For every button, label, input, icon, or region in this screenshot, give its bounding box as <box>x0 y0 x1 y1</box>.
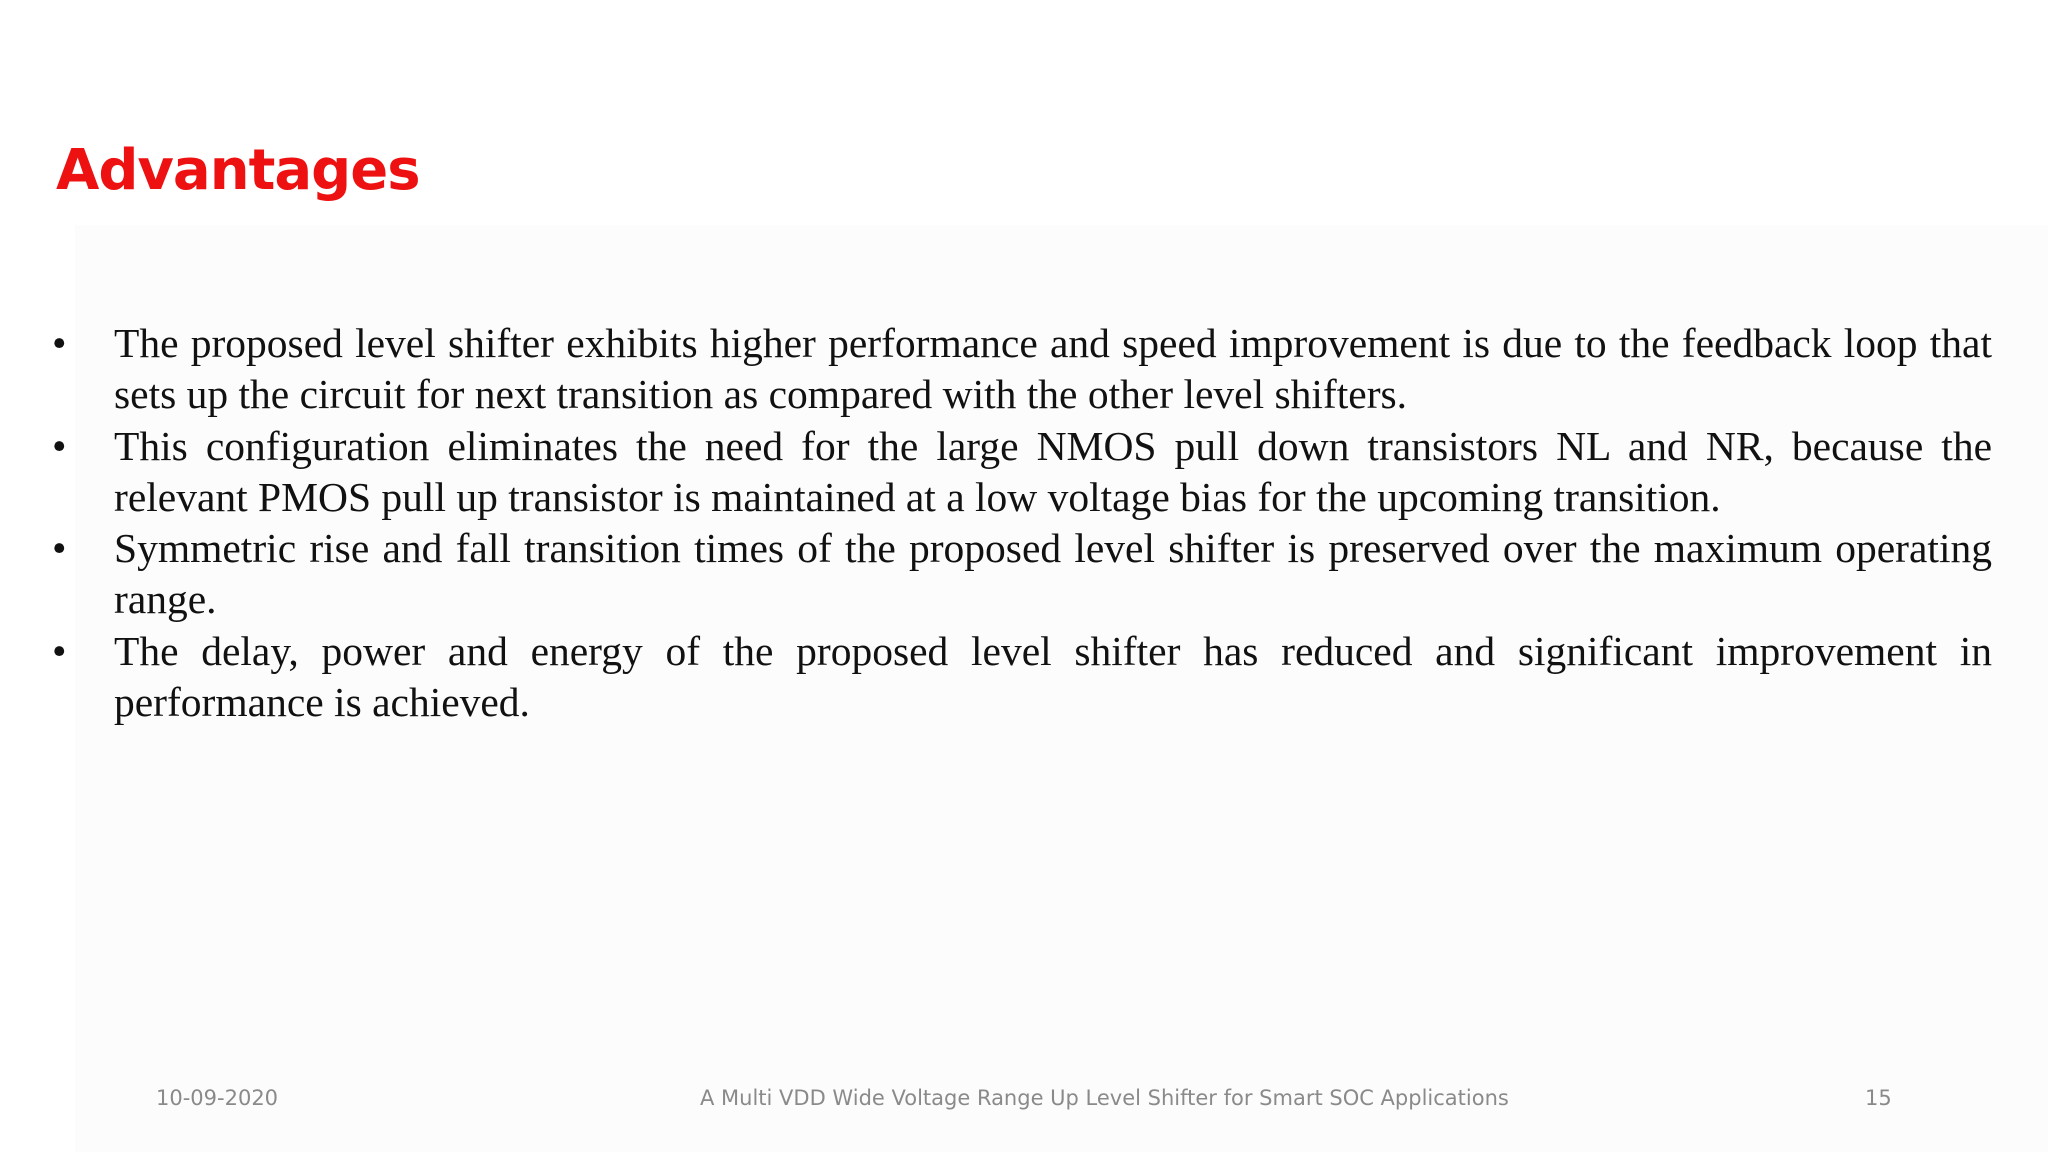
bullet-item <box>52 626 1992 729</box>
bullet-icon: • <box>52 320 67 366</box>
bullet-text: This configuration eliminates the need for the large NMOS pull down transistors NL and NR, because the relevant PMOS pull up transistor is maintained at a low voltage bias for the upcoming transition. <box>114 422 1992 520</box>
bullet-item <box>52 523 1992 626</box>
slide-title: Advantages <box>56 138 420 203</box>
bullet-list <box>52 318 1992 728</box>
bullet-text: The delay, power and energy of the proposed level shifter has reduced and significant improvement in performance is achieved. <box>114 627 1992 726</box>
bullet-icon: • <box>52 525 67 572</box>
footer-date: 10-09-2020 <box>156 1086 279 1110</box>
bullet-item <box>52 421 1992 524</box>
bullet-icon: • <box>52 627 67 674</box>
footer-title: A Multi VDD Wide Voltage Range Up Level Shifter for Smart SOC Applications <box>700 1086 1509 1110</box>
bullet-text: The proposed level shifter exhibits higher performance and speed improvement is due to the feedback loop that sets up the circuit for next transition as compared with the other level shifters. <box>114 320 1992 418</box>
bullet-item <box>52 318 1992 421</box>
footer-page-number: 15 <box>1865 1086 1892 1110</box>
bullet-icon: • <box>52 422 67 469</box>
bullet-text: Symmetric rise and fall transition times of the proposed level shifter is preserved over the maximum operating range. <box>114 525 1992 623</box>
